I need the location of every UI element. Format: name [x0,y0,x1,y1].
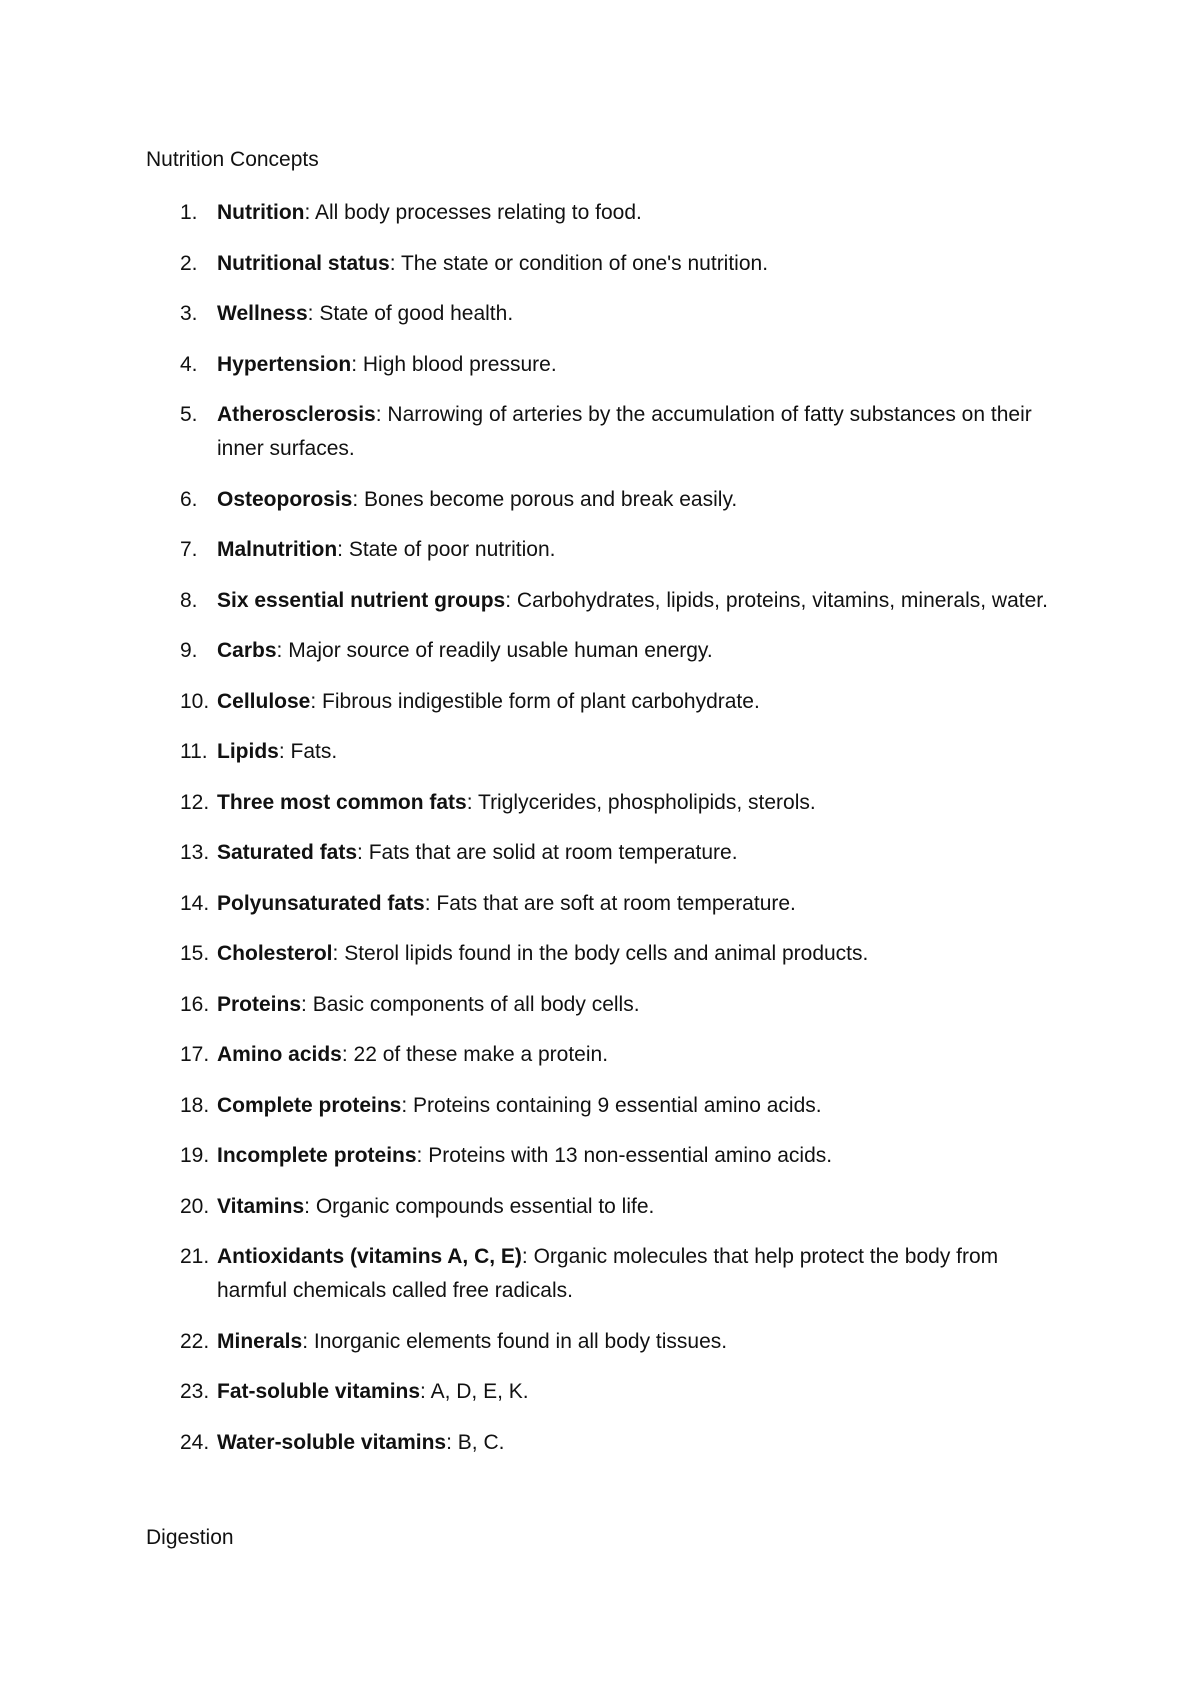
list-item-term: Cholesterol [217,942,333,965]
list-item-term: Fat-soluble vitamins [217,1380,421,1403]
list-item-number: 18. [180,1093,210,1117]
list-item-definition: Narrowing of arteries by the accumulation of fatty substances on their inner surfaces. [217,403,1032,460]
list-item [0,1190,1057,1224]
list-item-definition: All body processes relating to food. [315,201,642,224]
list-item-definition: Proteins with 13 non-essential amino acids. [428,1144,833,1167]
list-item [0,1139,1057,1173]
list-item-number: 6. [180,487,198,511]
list-item [0,584,1057,618]
list-item-term: Osteoporosis [217,487,353,511]
list-item-number: 15. [180,942,210,965]
list-item-number: 5. [180,403,198,426]
list-item-separator: : [352,487,365,511]
list-item-term: Cellulose [217,689,311,713]
list-item-number: 12. [180,790,210,814]
list-item [0,1038,1057,1072]
list-item-number: 23. [180,1380,210,1403]
list-item [0,398,1057,466]
list-item-term: Lipids [217,740,279,763]
list-item-separator: : [420,1380,431,1403]
list-item [0,685,1057,719]
list-item-separator: : [446,1430,458,1454]
list-item-definition: Fats that are soft at room temperature. [436,891,796,915]
concept-list [0,196,1191,1476]
list-item-definition: Fats that are solid at room temperature. [368,841,738,864]
list-item [0,483,1057,517]
list-item-term: Nutritional status [217,251,390,275]
list-item-separator: : [304,1194,316,1218]
list-item-number: 2. [180,251,198,275]
list-item-definition: Fibrous indigestible form of plant carbohydrate. [322,689,760,713]
list-item-separator: : [375,403,388,426]
list-item-definition: The state or condition of one's nutrition. [400,251,769,275]
list-item-number: 21. [180,1245,210,1268]
list-item-separator: : [401,1093,414,1117]
list-item [0,887,1057,921]
list-item-term: Saturated fats [217,841,358,864]
list-item-number: 13. [180,841,210,864]
list-item-term: Carbs [217,639,277,662]
list-item-term: Three most common fats [217,790,467,814]
list-item-term: Wellness [217,302,308,325]
list-item-separator: : [310,689,323,713]
list-item-separator: : [351,352,363,376]
list-item-definition: State of poor nutrition. [348,538,556,561]
list-item-term: Complete proteins [217,1093,402,1117]
list-item-definition: Basic components of all body cells. [312,992,640,1016]
list-item-separator: : [505,588,517,612]
list-item [0,247,1057,281]
list-item-definition: Inorganic elements found in all body tissues. [313,1329,728,1353]
list-item-term: Nutrition [217,201,305,224]
list-item [0,1375,1057,1409]
list-item-number: 17. [180,1043,210,1066]
list-item-definition: Triglycerides, phospholipids, sterols. [478,790,816,814]
list-item-number: 7. [180,538,198,561]
list-item-number: 8. [180,588,198,612]
list-item [0,533,1057,567]
list-item [0,1325,1057,1359]
list-item-number: 24. [180,1430,210,1454]
list-item-separator: : [521,1245,534,1268]
list-item [0,348,1057,382]
list-item [0,1426,1057,1460]
list-item-definition: Major source of readily usable human energy. [288,639,713,662]
list-item-term: Hypertension [217,352,352,376]
list-item-definition: Sterol lipids found in the body cells and animal products. [344,942,869,965]
list-item-separator: : [424,891,437,915]
list-item-number: 4. [180,352,198,376]
list-item-separator: : [466,790,479,814]
list-item-definition: Organic molecules that help protect the body from harmful chemicals called free radicals. [217,1245,999,1302]
section-heading-digestion: Digestion [146,1526,234,1549]
list-item [0,297,1057,331]
list-item-number: 1. [180,201,198,224]
list-item-term: Malnutrition [217,538,338,561]
list-item-separator: : [278,740,291,763]
list-item-separator: : [276,639,289,662]
list-item-number: 9. [180,639,198,662]
list-item [0,634,1057,668]
list-item-term: Amino acids [217,1043,342,1066]
list-item-definition: Proteins containing 9 essential amino acids. [413,1093,822,1117]
list-item-term: Water-soluble vitamins [217,1430,447,1454]
list-item-term: Proteins [217,992,302,1016]
list-item-definition: High blood pressure. [362,352,557,376]
list-item-separator: : [332,942,345,965]
list-item-definition: Organic compounds essential to life. [315,1194,655,1218]
list-item-separator: : [341,1043,354,1066]
list-item-number: 20. [180,1194,210,1218]
list-item-definition: 22 of these make a protein. [353,1043,609,1066]
list-item-term: Incomplete proteins [217,1144,417,1167]
list-item-definition: Carbohydrates, lipids, proteins, vitamins, minerals, water. [516,588,1048,612]
list-item-separator: : [301,992,313,1016]
list-item-term: Polyunsaturated fats [217,891,425,915]
list-item-number: 11. [180,740,208,763]
list-item-term: Atherosclerosis [217,403,376,426]
list-item [0,1089,1057,1123]
list-item-definition: B, C. [457,1430,505,1454]
list-item-definition: Bones become porous and break easily. [364,487,738,511]
list-item-separator: : [337,538,349,561]
list-item-definition: State of good health. [319,302,514,325]
list-item-number: 19. [180,1144,210,1167]
list-item [0,937,1057,971]
list-item-separator: : [307,302,320,325]
list-item-separator: : [302,1329,314,1353]
list-item-separator: : [304,201,315,224]
list-item [0,786,1057,820]
list-item-separator: : [416,1144,429,1167]
list-item-number: 16. [180,992,210,1016]
list-item-definition: Fats. [290,740,338,763]
list-item-term: Vitamins [217,1194,305,1218]
list-item-number: 14. [180,891,210,915]
section-heading-nutrition-concepts: Nutrition Concepts [146,148,319,171]
list-item-number: 22. [180,1329,210,1353]
list-item-separator: : [357,841,369,864]
list-item-term: Six essential nutrient groups [217,588,506,612]
list-item [0,1240,1057,1308]
list-item-number: 3. [180,302,198,325]
list-item [0,735,1057,769]
list-item-number: 10. [180,689,210,713]
list-item-term: Minerals [217,1329,303,1353]
list-item-term: Antioxidants (vitamins A, C, E) [217,1245,522,1268]
list-item-separator: : [389,251,401,275]
list-item [0,196,1057,230]
list-item [0,988,1057,1022]
list-item-definition: A, D, E, K. [430,1380,529,1403]
list-item [0,836,1057,870]
